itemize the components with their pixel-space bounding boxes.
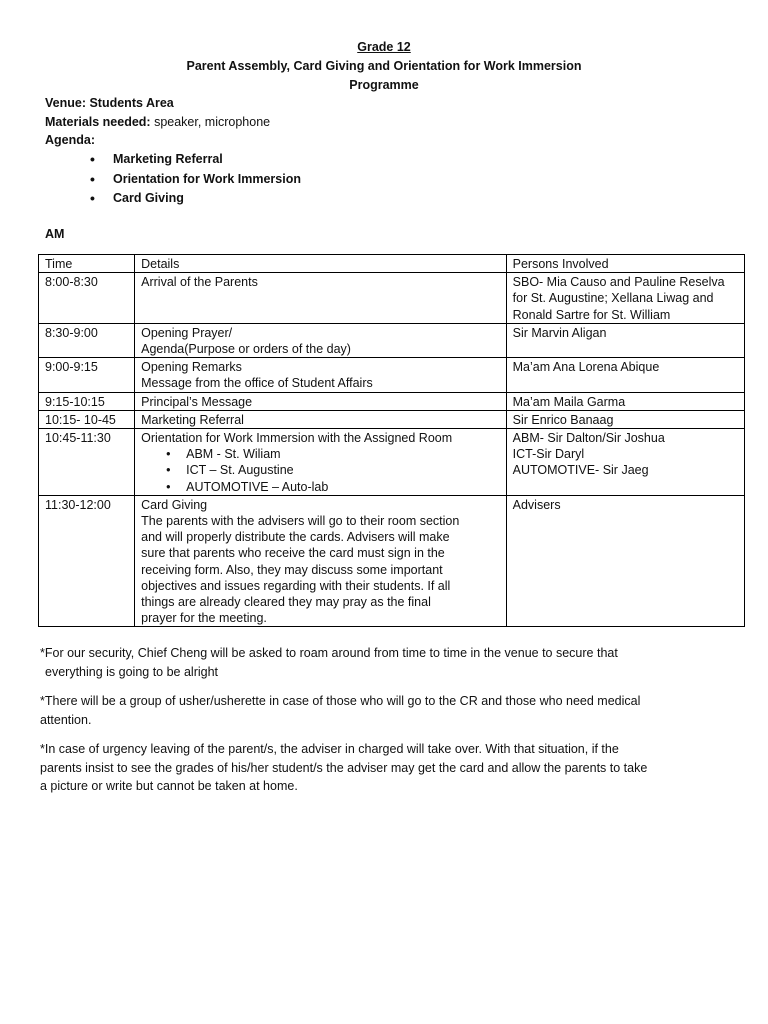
urgency-note [40,740,730,796]
persons-line: ABM- Sir Dalton/Sir Joshua [512,431,665,446]
details-line: Orientation for Work Immersion with the Assigned Room [141,431,453,446]
persons-cell [506,323,744,357]
venue-line: Venue: Students Area [45,96,174,110]
details-line: Agenda(Purpose or orders of the day) [141,342,351,357]
table-header-row [39,255,745,273]
persons-line: ICT-Sir Daryl [512,447,585,462]
details-line: receiving form. Also, they may discuss some important [141,562,443,577]
persons-line: SBO- Mia Causo and Pauline Reselva [512,275,725,290]
table-row [39,495,745,627]
agenda-list [90,150,301,209]
schedule-table [38,254,745,627]
room-item: • ABM - St. Wiliam [166,446,500,462]
agenda-item: • Card Giving [90,189,301,209]
header-details: Details [135,255,507,273]
materials-line [45,115,270,129]
details-line: Opening Prayer/ [141,325,233,340]
details-line: prayer for the meeting. [141,611,267,626]
table-row [39,392,745,410]
persons-line: Ma’am Maila Garma [512,394,626,409]
details-line: objectives and issues regarding with their students. If all [141,578,451,593]
usher-note [40,692,730,729]
persons-cell [506,429,744,496]
room-item: • ICT – St. Augustine [166,462,500,478]
persons-cell [506,410,744,428]
persons-line: Sir Marvin Aligan [512,325,607,340]
persons-line: AUTOMOTIVE- Sir Jaeg [512,463,649,478]
grade-heading: Grade 12 [357,40,411,54]
details-cell [135,273,507,324]
agenda-item: • Orientation for Work Immersion [90,170,301,190]
header-time: Time [39,255,135,273]
time-cell: 10:45-11:30 [39,429,135,496]
persons-line: Ronald Sartre for St. William [512,307,671,322]
document-title: Parent Assembly, Card Giving and Orientation for Work Immersion [186,59,582,73]
table-row [39,358,745,392]
details-line: Marketing Referral [141,412,244,427]
note-line: *There will be a group of usher/usherette in case of those who will go to the CR and those who need medical [40,694,641,708]
details-cell [135,429,507,496]
persons-line: for St. Augustine; Xellana Liwag and [512,291,714,306]
details-cell [135,495,507,627]
persons-cell [506,358,744,392]
note-line: parents insist to see the grades of his/her student/s the adviser may get the card and allow the parents to take [40,760,648,775]
table-row [39,273,745,324]
persons-line: Advisers [512,497,561,512]
time-cell: 9:15-10:15 [39,392,135,410]
table-row [39,410,745,428]
note-line: attention. [40,712,92,727]
time-cell: 8:30-9:00 [39,323,135,357]
time-cell: 8:00-8:30 [39,273,135,324]
details-line: The parents with the advisers will go to their room section [141,514,460,529]
persons-line: Ma’am Ana Lorena Abique [512,360,660,375]
details-line: Card Giving [141,497,208,512]
details-line: and will properly distribute the cards. Advisers will make [141,530,450,545]
details-line: sure that parents who receive the card must sign in the [141,546,445,561]
table-row [39,429,745,496]
note-line: *In case of urgency leaving of the parent/s, the adviser in charged will take over. With that situation, if the [40,742,619,756]
session-label: AM [45,227,65,241]
persons-cell [506,273,744,324]
table-row [39,323,745,357]
materials-label: Materials needed: [45,115,151,129]
details-cell [135,392,507,410]
room-item: • AUTOMOTIVE – Auto-lab [166,479,500,495]
agenda-item: • Marketing Referral [90,150,301,170]
details-line: Message from the office of Student Affairs [141,376,373,391]
note-line: a picture or write but cannot be taken at home. [40,779,298,793]
persons-cell [506,495,744,627]
time-cell: 9:00-9:15 [39,358,135,392]
details-line: Opening Remarks [141,360,242,375]
details-line: things are already cleared they may pray as the final [141,595,431,610]
time-cell: 10:15- 10-45 [39,410,135,428]
details-line: Principal’s Message [141,394,253,409]
room-list [141,446,500,495]
persons-line: Sir Enrico Banaag [512,412,614,427]
details-cell [135,410,507,428]
details-cell [135,323,507,357]
note-line: *For our security, Chief Cheng will be asked to roam around from time to time in the venue to secure that [40,646,618,660]
security-note [40,644,730,681]
header-persons: Persons Involved [506,255,744,273]
note-line: everything is going to be alright [45,664,219,679]
materials-value: speaker, microphone [150,115,271,129]
time-cell: 11:30-12:00 [39,495,135,627]
details-cell [135,358,507,392]
persons-cell [506,392,744,410]
agenda-label: Agenda: [45,133,95,147]
document-subtitle: Programme [349,78,419,92]
details-line: Arrival of the Parents [141,275,258,290]
